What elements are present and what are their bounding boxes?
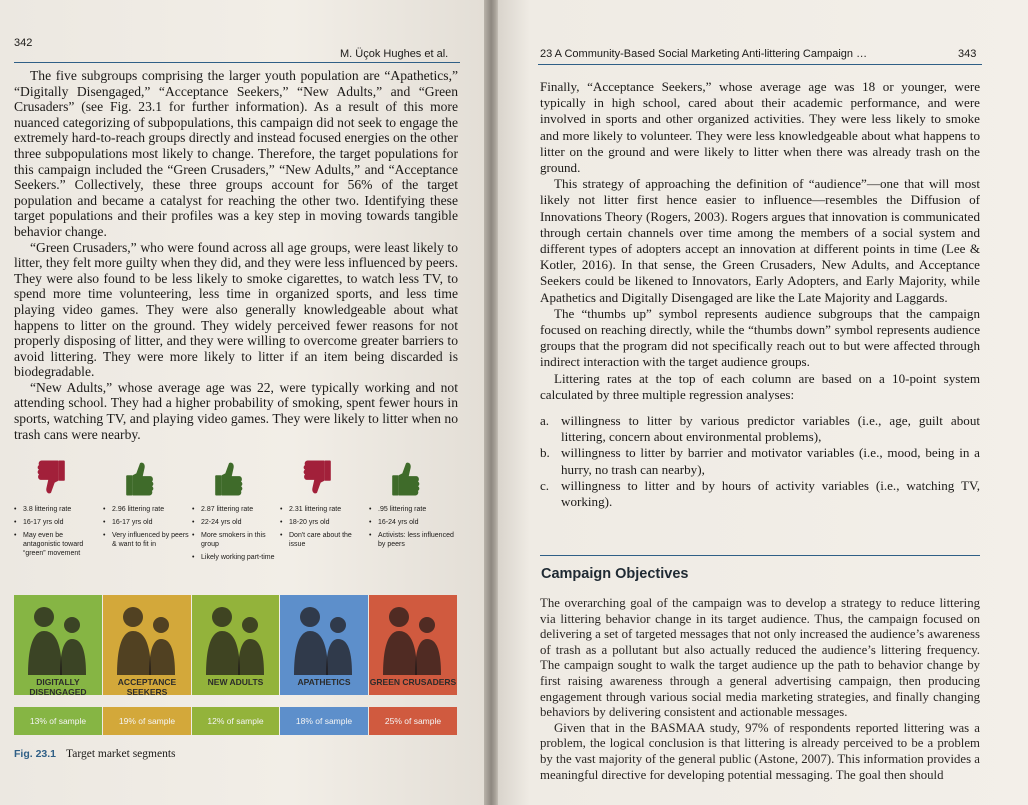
segment-percent: 25% of sample (369, 707, 457, 735)
list-item (540, 478, 980, 510)
segment-label: DIGITALLY DISENGAGED (29, 677, 87, 695)
segment-tile (280, 595, 368, 695)
segment-stat: • Activists: less influenced by peers (369, 531, 455, 549)
thumbs-up-icon (214, 455, 244, 501)
segment-label: NEW ADULTS (207, 677, 264, 687)
section-body-text (540, 596, 980, 783)
list-text: willingness to litter by barrier and motivator variables (i.e., mood, being in a hurry, no trash can nearby), (561, 445, 980, 477)
paragraph: The five subgroups comprising the larger youth population are “Apathetics,” “Digitally Disengaged,” “Acceptance Seekers,” “New Adults,” and “Green Crusaders” (see Fig. 23.1 for further information). As a result of this more nuanced categorizing of subpopulations, this campaign did not seek to engage the extremely hard-to-reach groups directly and instead focused energies on the other three subpopulations most likely to change. Therefore, the target populations for this campaign included the “Green Crusaders,” “New Adults,” and “Acceptance Seekers.” Collectively, these three groups account for 56% of the target population and became a catalyst for reaching the other two. Identifying these target populations and their profiles was a key step in moving towards tangible behavior change. (14, 68, 458, 239)
paragraph: This strategy of approaching the definition of “audience”—one that will most likely not litter first hence easier to influence—resembles the Diffusion of Innovations Theory (Rogers, 2003). Rogers argues that innovation is communicated through certain channels over time among the members of a social system and different types of adopters accept an innovation at different points in time (Lee & Kotler, 2016). In that sense, the Green Crusaders, New Adults, and Acceptance Seekers could be likened to Innovators, Early Adopters, and Early Majority, while Apathetics and Digitally Disengaged are like the Late Majority and Laggards. (540, 176, 980, 305)
segment-stat: • 18-20 yrs old (280, 518, 366, 527)
page-number-right: 343 (958, 48, 977, 60)
segment-stat: • 2.96 littering rate (103, 505, 189, 514)
thumbs-up-icon (125, 455, 155, 501)
segment-stat: • 16-24 yrs old (369, 518, 455, 527)
people-illustration (369, 595, 457, 675)
section-heading: Campaign Objectives (541, 566, 689, 582)
people-illustration (14, 595, 102, 675)
segment-stat: • 2.31 littering rate (280, 505, 366, 514)
segment-stat: • 16-17 yrs old (14, 518, 100, 527)
header-rule-right (538, 64, 982, 65)
segment-stats (369, 505, 455, 553)
segment-tile (103, 595, 191, 695)
section-rule (540, 555, 980, 556)
paragraph: The overarching goal of the campaign was to develop a strategy to reduce littering via littering behavior change in its target audience. Thus, the campaign focused on delivering a set of targeted messages that not only increased the audience’s awareness of trash as a pollutant but also actually reduced the audience’s littering frequency. The campaign sought to walk the target audience up the path to behavior change by first raising awareness through a general advertising campaign, then producing engagement through various social media marketing strategies, and finally changing behaviors by delivering consistent and actionable messages. (540, 596, 980, 720)
paragraph: Given that in the BASMAA study, 97% of respondents reported littering was a problem, the logical conclusion is that littering is already perceived to be a problem by the vast majority of the general public (Astone, 2007). This information provides a meaningful directive for developing potential messaging. The goal then should (540, 720, 980, 782)
segment-percent: 18% of sample (280, 707, 368, 735)
segment-label: GREEN CRUSADERS (369, 677, 457, 687)
list-text: willingness to litter and by hours of activity variables (i.e., watching TV, working). (561, 477, 980, 510)
paragraph: Finally, “Acceptance Seekers,” whose average age was 18 or younger, were typically in high school, cared about their academic performance, and were involved in sports and other organized activities. They were less likely to smoke and more likely to volunteer. They were less knowledgeable about what happens to litter on the ground and were likely to litter when there was already trash on the ground. (540, 79, 980, 176)
list-marker: b. (540, 445, 550, 461)
segment-stat: • .95 littering rate (369, 505, 455, 514)
running-head-right: 23 A Community-Based Social Marketing Anti-littering Campaign … (540, 48, 868, 60)
list-marker: a. (540, 413, 550, 429)
segment-label: APATHETICS (297, 677, 351, 687)
people-illustration (280, 595, 368, 675)
segment-percent: 12% of sample (192, 707, 279, 735)
segment-stat: • 2.87 littering rate (192, 505, 278, 514)
figure-target-segments (14, 455, 458, 750)
segment-tile (369, 595, 457, 695)
segment-label: ACCEPTANCE SEEKERS (117, 677, 177, 695)
criteria-list (540, 413, 980, 510)
segment-stats (280, 505, 366, 553)
list-item (540, 445, 980, 477)
left-page (0, 0, 486, 805)
thumbs-down-icon (302, 455, 332, 501)
segment-percent: 19% of sample (103, 707, 191, 735)
thumbs-down-icon (36, 455, 66, 501)
page-number-left: 342 (14, 37, 33, 49)
segment-stat: • May even be antagonistic toward “green” movement (14, 531, 100, 558)
paragraph: The “thumbs up” symbol represents audience subgroups that the campaign focused on reaching directly, while the “thumbs down” symbol represents audience groups that the program did not specifically reach out to but were affected through indirect interaction with the target audience groups. (540, 305, 980, 370)
paragraph: “New Adults,” whose average age was 22, were typically working and not attending school. They had a higher probability of smoking, spent fewer hours in sports, watching TV, and playing video games. They were likely to litter when no trash cans were nearby. (14, 379, 458, 442)
segment-stat: • Very influenced by peers & want to fit in (103, 531, 189, 549)
segment-stats (14, 505, 100, 562)
paragraph: “Green Crusaders,” who were found across all age groups, were least likely to litter, they felt more guilty when they did, and they were less influenced by peers. They were also found to be less likely to smoke cigarettes, to watch less TV, to spend more time volunteering, less time in organized sports, and less time playing video games. They were also generally knowledgeable about what happens to litter on the ground. They widely perceived fewer reasons for not properly disposing of litter, and they were willing to overcome greater barriers to avoid littering. They were more likely to litter if an item being discarded is biodegradable. (14, 239, 458, 380)
segment-stat: • Don't care about the issue (280, 531, 366, 549)
segment-stat: • 16-17 yrs old (103, 518, 189, 527)
paragraph: Littering rates at the top of each column are based on a 10-point system calculated by three multiple regression analyses: (540, 370, 980, 402)
segment-stats (192, 505, 278, 566)
segment-percent: 13% of sample (14, 707, 102, 735)
people-illustration (103, 595, 191, 675)
segment-stat: • Likely working part-time (192, 553, 278, 562)
left-body-text (14, 68, 458, 442)
segment-stat: • 22-24 yrs old (192, 518, 278, 527)
list-item (540, 413, 980, 445)
list-text: willingness to litter by various predictor variables (i.e., age, guilt about littering, concern about environmental problems), (561, 413, 980, 445)
figure-caption-text: Target market segments (66, 748, 176, 760)
right-body-text (540, 79, 980, 510)
figure-number: Fig. 23.1 (14, 748, 57, 760)
list-marker: c. (540, 477, 550, 493)
segment-stats (103, 505, 189, 553)
segment-tile (192, 595, 279, 695)
people-illustration (192, 595, 279, 675)
segment-stat: • 3.8 littering rate (14, 505, 100, 514)
segment-tile (14, 595, 102, 695)
header-rule-left (14, 62, 460, 63)
running-head-left: M. Üçok Hughes et al. (340, 48, 449, 60)
figure-caption (14, 748, 176, 760)
thumbs-up-icon (391, 455, 421, 501)
segment-stat: • More smokers in this group (192, 531, 278, 549)
